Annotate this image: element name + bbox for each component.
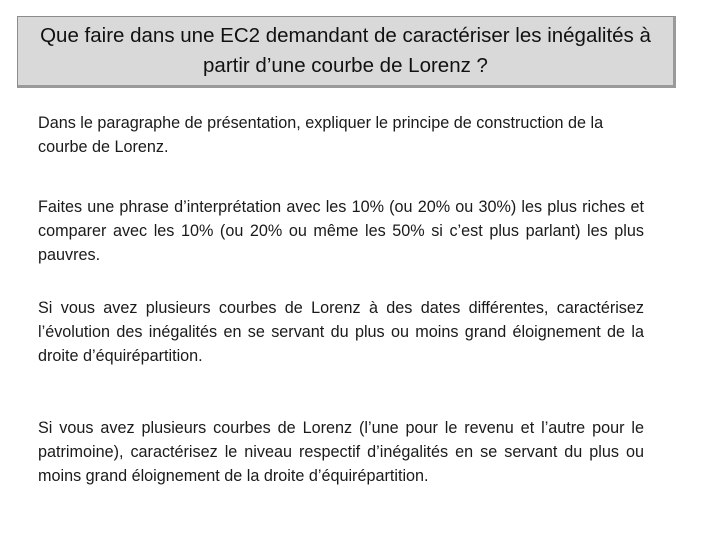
paragraph-revenu-patrimoine: Si vous avez plusieurs courbes de Lorenz (l’une pour le revenu et l’autre pour le patrimoine), caractérisez le niveau respectif d’inégalités en se servant du plus ou moins grand éloignement de la droite d’équirépartition. [38, 419, 644, 485]
title-box [17, 16, 676, 88]
paragraph-evolution: Si vous avez plusieurs courbes de Lorenz à des dates différentes, caractérisez l’évolution des inégalités en se servant du plus ou moins grand éloignement de la droite d’équirépartition. [38, 299, 644, 365]
slide-title: Que faire dans une EC2 demandant de caractériser les inégalités à partir d’une courbe de Lorenz ? [40, 24, 651, 77]
paragraph-interpretation: Faites une phrase d’interprétation avec les 10% (ou 20% ou 30%) les plus riches et comparer avec les 10% (ou 20% ou même les 50% si c’est plus parlant) les plus pauvres. [38, 198, 644, 264]
paragraph-presentation: Dans le paragraphe de présentation, expliquer le principe de construction de la courbe de Lorenz. [38, 114, 604, 156]
